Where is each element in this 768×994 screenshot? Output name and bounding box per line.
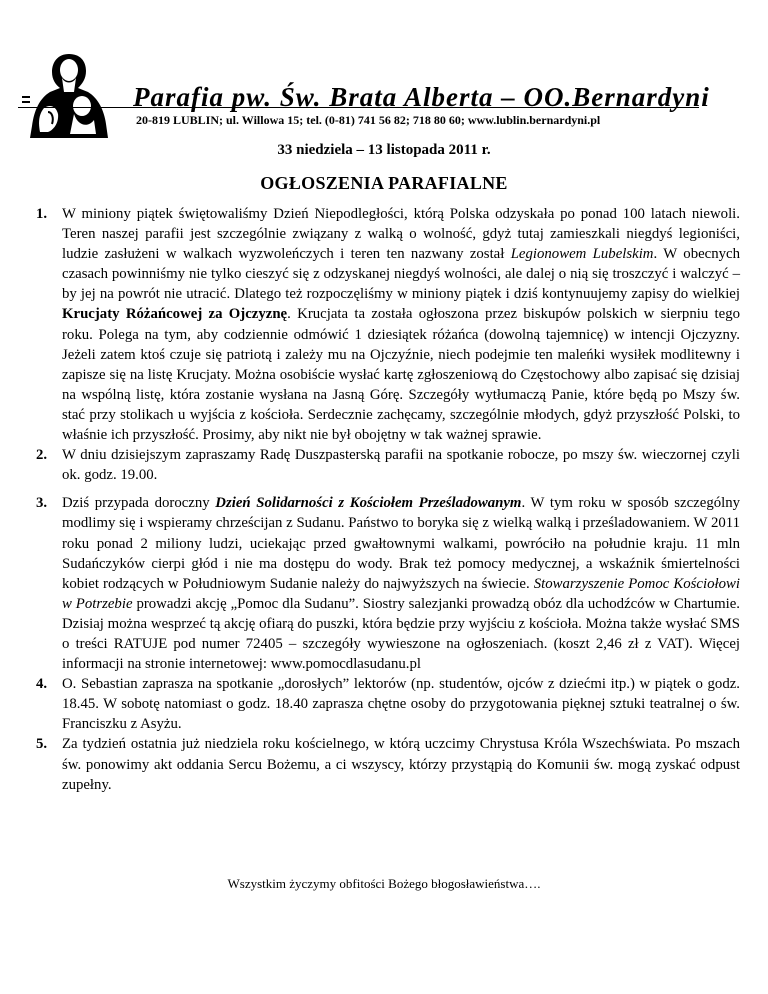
closing-blessing: Wszystkim życzymy obfitości Bożego błogosławieństwa…. bbox=[227, 876, 541, 891]
parish-name: Parafia pw. Św. Brata Alberta – OO.Bernardyni bbox=[133, 82, 710, 112]
item-text: . Krucjata ta została ogłoszona przez biskupów polskich w sierpniu tego roku. Polega na tym, aby codziennie odmówić 1 dziesiątek różańca (dowolną tajemnicę) w intencji Ojczyzny. Jeżeli zatem ktoś czuje się patriotą i zależy mu na Ojczyźnie, niech podejmie ten maleńki wysiłek modlitewny i zapisze się na listę Krucjaty. Można osobiście wysłać kartę zgłoszeniową do Częstochowy albo zapisać się dzisiaj na wspólną listę, która zostanie wysłana na Jasną Górę. Szczegóły wytłumaczą Panie, które będą po Mszy św. stać przy stolikach u wyjścia z kościoła. Serdecznie zachęcamy, szczególnie młodych, gdyż przyszłość Polski, to właśnie ich przyszłość. Prosimy, aby nikt nie był obojętny w tak ważnej sprawie. bbox=[62, 306, 741, 444]
item-text-italic: Stowarzyszenie Pomoc Kościołowi w Potrzebie bbox=[62, 575, 740, 612]
item-text: . W obecnych czasach powinniśmy nie tylko cieszyć się z odzyskanej niegdyś wolności, ale dalej o nią się troszczyć i walczyć – by jej na powrót nie utracić. Dlatego też rozpoczęliśmy w miniony piątek i dziś kontynuujemy zapisy do wielkiej bbox=[62, 246, 740, 303]
item-number: 4. bbox=[36, 676, 48, 693]
header-divider bbox=[18, 107, 699, 108]
item-text-bold: Krucjaty Różańcowej za Ojczyznę bbox=[62, 306, 288, 323]
item-number: 2. bbox=[36, 447, 48, 464]
item-text: W dniu dzisiejszym zapraszamy Radę Duszpasterską parafii na spotkanie robocze, po mszy św. wieczornej czyli ok. godz. 19.00. bbox=[62, 447, 740, 484]
item-text: Dziś przypada doroczny bbox=[62, 495, 216, 512]
item-text: prowadzi akcję „Pomoc dla Sudanu”. Siostry salezjanki prowadzą obóz dla uchodźców w Chartumie. Dzisiaj można wesprzeć tą akcję ofiarą do puszki, która będzie przy wyjściu z kościoła. Można także wysłać SMS o treści RATUJE pod numer 72405 – szczegóły wywieszone na ogłoszeniach. (koszt 2,46 zł z VAT). Więcej informacji na stronie internetowej: www.pomocdlasudanu.pl bbox=[62, 595, 740, 673]
announcements-list bbox=[36, 204, 741, 795]
item-text: O. Sebastian zaprasza na spotkanie „dorosłych” lektorów (np. studentów, ojców z dziećmi itp.) w piątek o godz. 18.45. W sobotę natomiast o godz. 18.40 zaprasza chętne osoby do przygotowania pięknej sztuki teatralnej o św. Franciszku z Asyżu. bbox=[62, 676, 740, 733]
page-title: OGŁOSZENIA PARAFIALNE bbox=[260, 173, 508, 193]
item-text-bold-italic: Dzień Solidarności z Kościołem Prześladowanym bbox=[215, 495, 522, 512]
announcement-item bbox=[36, 674, 740, 734]
announcement-item bbox=[36, 493, 741, 674]
announcement-item bbox=[36, 204, 741, 445]
item-text: . W tym roku w sposób szczególny modlimy się i wspieramy chrześcijan z Sudanu. Państwo to boryka się z wielką walką i prześladowaniem. W 2011 roku ponad 2 miliony ludzi, uciekając przed gwałtownymi walkami, powróciło na południe kraju. 11 mln Sudańczyków cierpi głód i nie ma dostępu do wody. Brak też pomocy medycznej, a wskaźnik śmiertelności kobiet rodzących w Południowym Sudanie należy do najwyższych na świecie. bbox=[62, 495, 741, 592]
announcement-item bbox=[36, 445, 740, 485]
parish-address: 20-819 LUBLIN; ul. Willowa 15; tel. (0-81) 741 56 82; 718 80 60; www.lublin.bernardyni.pl bbox=[136, 113, 601, 127]
item-number: 3. bbox=[36, 495, 48, 512]
item-number: 1. bbox=[36, 206, 48, 222]
parish-logo-icon bbox=[22, 48, 116, 143]
announcement-item bbox=[36, 734, 740, 794]
item-text-italic: Legionowem Lubelskim bbox=[510, 246, 654, 263]
item-text: Za tydzień ostatnia już niedziela roku kościelnego, w którą uczcimy Chrystusa Króla Wszechświata. Po mszach św. ponowimy akt oddania Sercu Bożemu, a ci wszyscy, którzy przystąpią do Komunii św. mogą zyskać odpust zupełny. bbox=[62, 736, 740, 793]
item-number: 5. bbox=[36, 736, 48, 753]
date-line: 33 niedziela – 13 listopada 2011 r. bbox=[277, 142, 491, 158]
item-text: W miniony piątek świętowaliśmy Dzień Niepodległości, którą Polska odzyskała po ponad 100 latach niewoli. Teren naszej parafii jest szczególnie związany z walką o wolność, gdyż tutaj zamieszkali niegdyś legioniści, ludzie zasłużeni w walkach wyzwoleńczych i teren ten nazwany został bbox=[62, 206, 740, 263]
